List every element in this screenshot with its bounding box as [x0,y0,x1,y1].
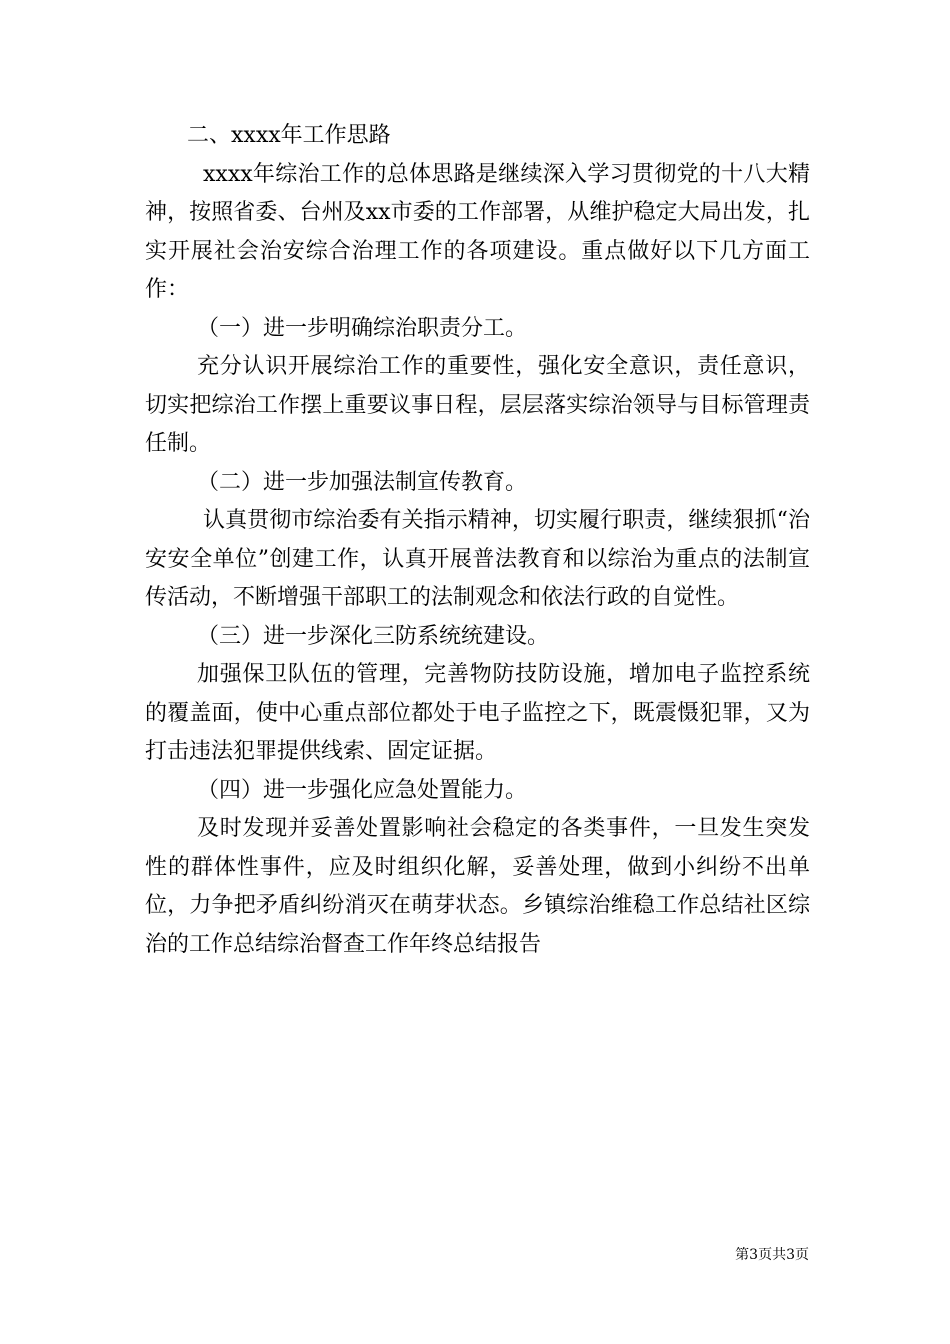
paragraph-2: 认真贯彻市综治委有关指示精神，切实履行职责，继续狠抓“治安安全单位”创建工作，认真开展普法教育和以综治为重点的法制宣传活动，不断增强干部职工的法制观念和依法行政的自觉性。 [145,508,810,610]
subheading-1: （一）进一步明确综治职责分工。 [197,315,528,341]
paragraph-4: 及时发现并妥善处置影响社会稳定的各类事件，一旦发生突发性的群体性事件，应及时组织化解，妥善处理，做到小纠纷不出单位，力争把矛盾纠纷消灭在萌芽状态。乡镇综治维稳工作总结社区综治的工作总结综治督查工作年终总结报告 [145,816,810,957]
subheading-4: （四）进一步强化应急处置能力。 [197,777,528,803]
paragraph-1: 充分认识开展综治工作的重要性，强化安全意识，责任意识，切实把综治工作摆上重要议事日程，层层落实综治领导与目标管理责任制。 [145,354,810,456]
subheading-3: （三）进一步深化三防系统统建设。 [197,623,550,649]
page-number-footer: 第3页共3页 [735,1247,809,1263]
section-heading: 二、xxxx年工作思路 [187,123,391,148]
paragraph-overview: xxxx年综治工作的总体思路是继续深入学习贯彻党的十八大精神，按照省委、台州及xx市委的工作部署，从维护稳定大局出发，扎实开展社会治安综合治理工作的各项建设。重点做好以下几方面工作： [145,161,810,302]
subheading-2: （二）进一步加强法制宣传教育。 [197,469,528,495]
paragraph-3: 加强保卫队伍的管理，完善物防技防设施，增加电子监控系统的覆盖面，使中心重点部位都处于电子监控之下，既震慑犯罪，又为打击违法犯罪提供线索、固定证据。 [145,662,810,764]
document-body [145,117,810,964]
